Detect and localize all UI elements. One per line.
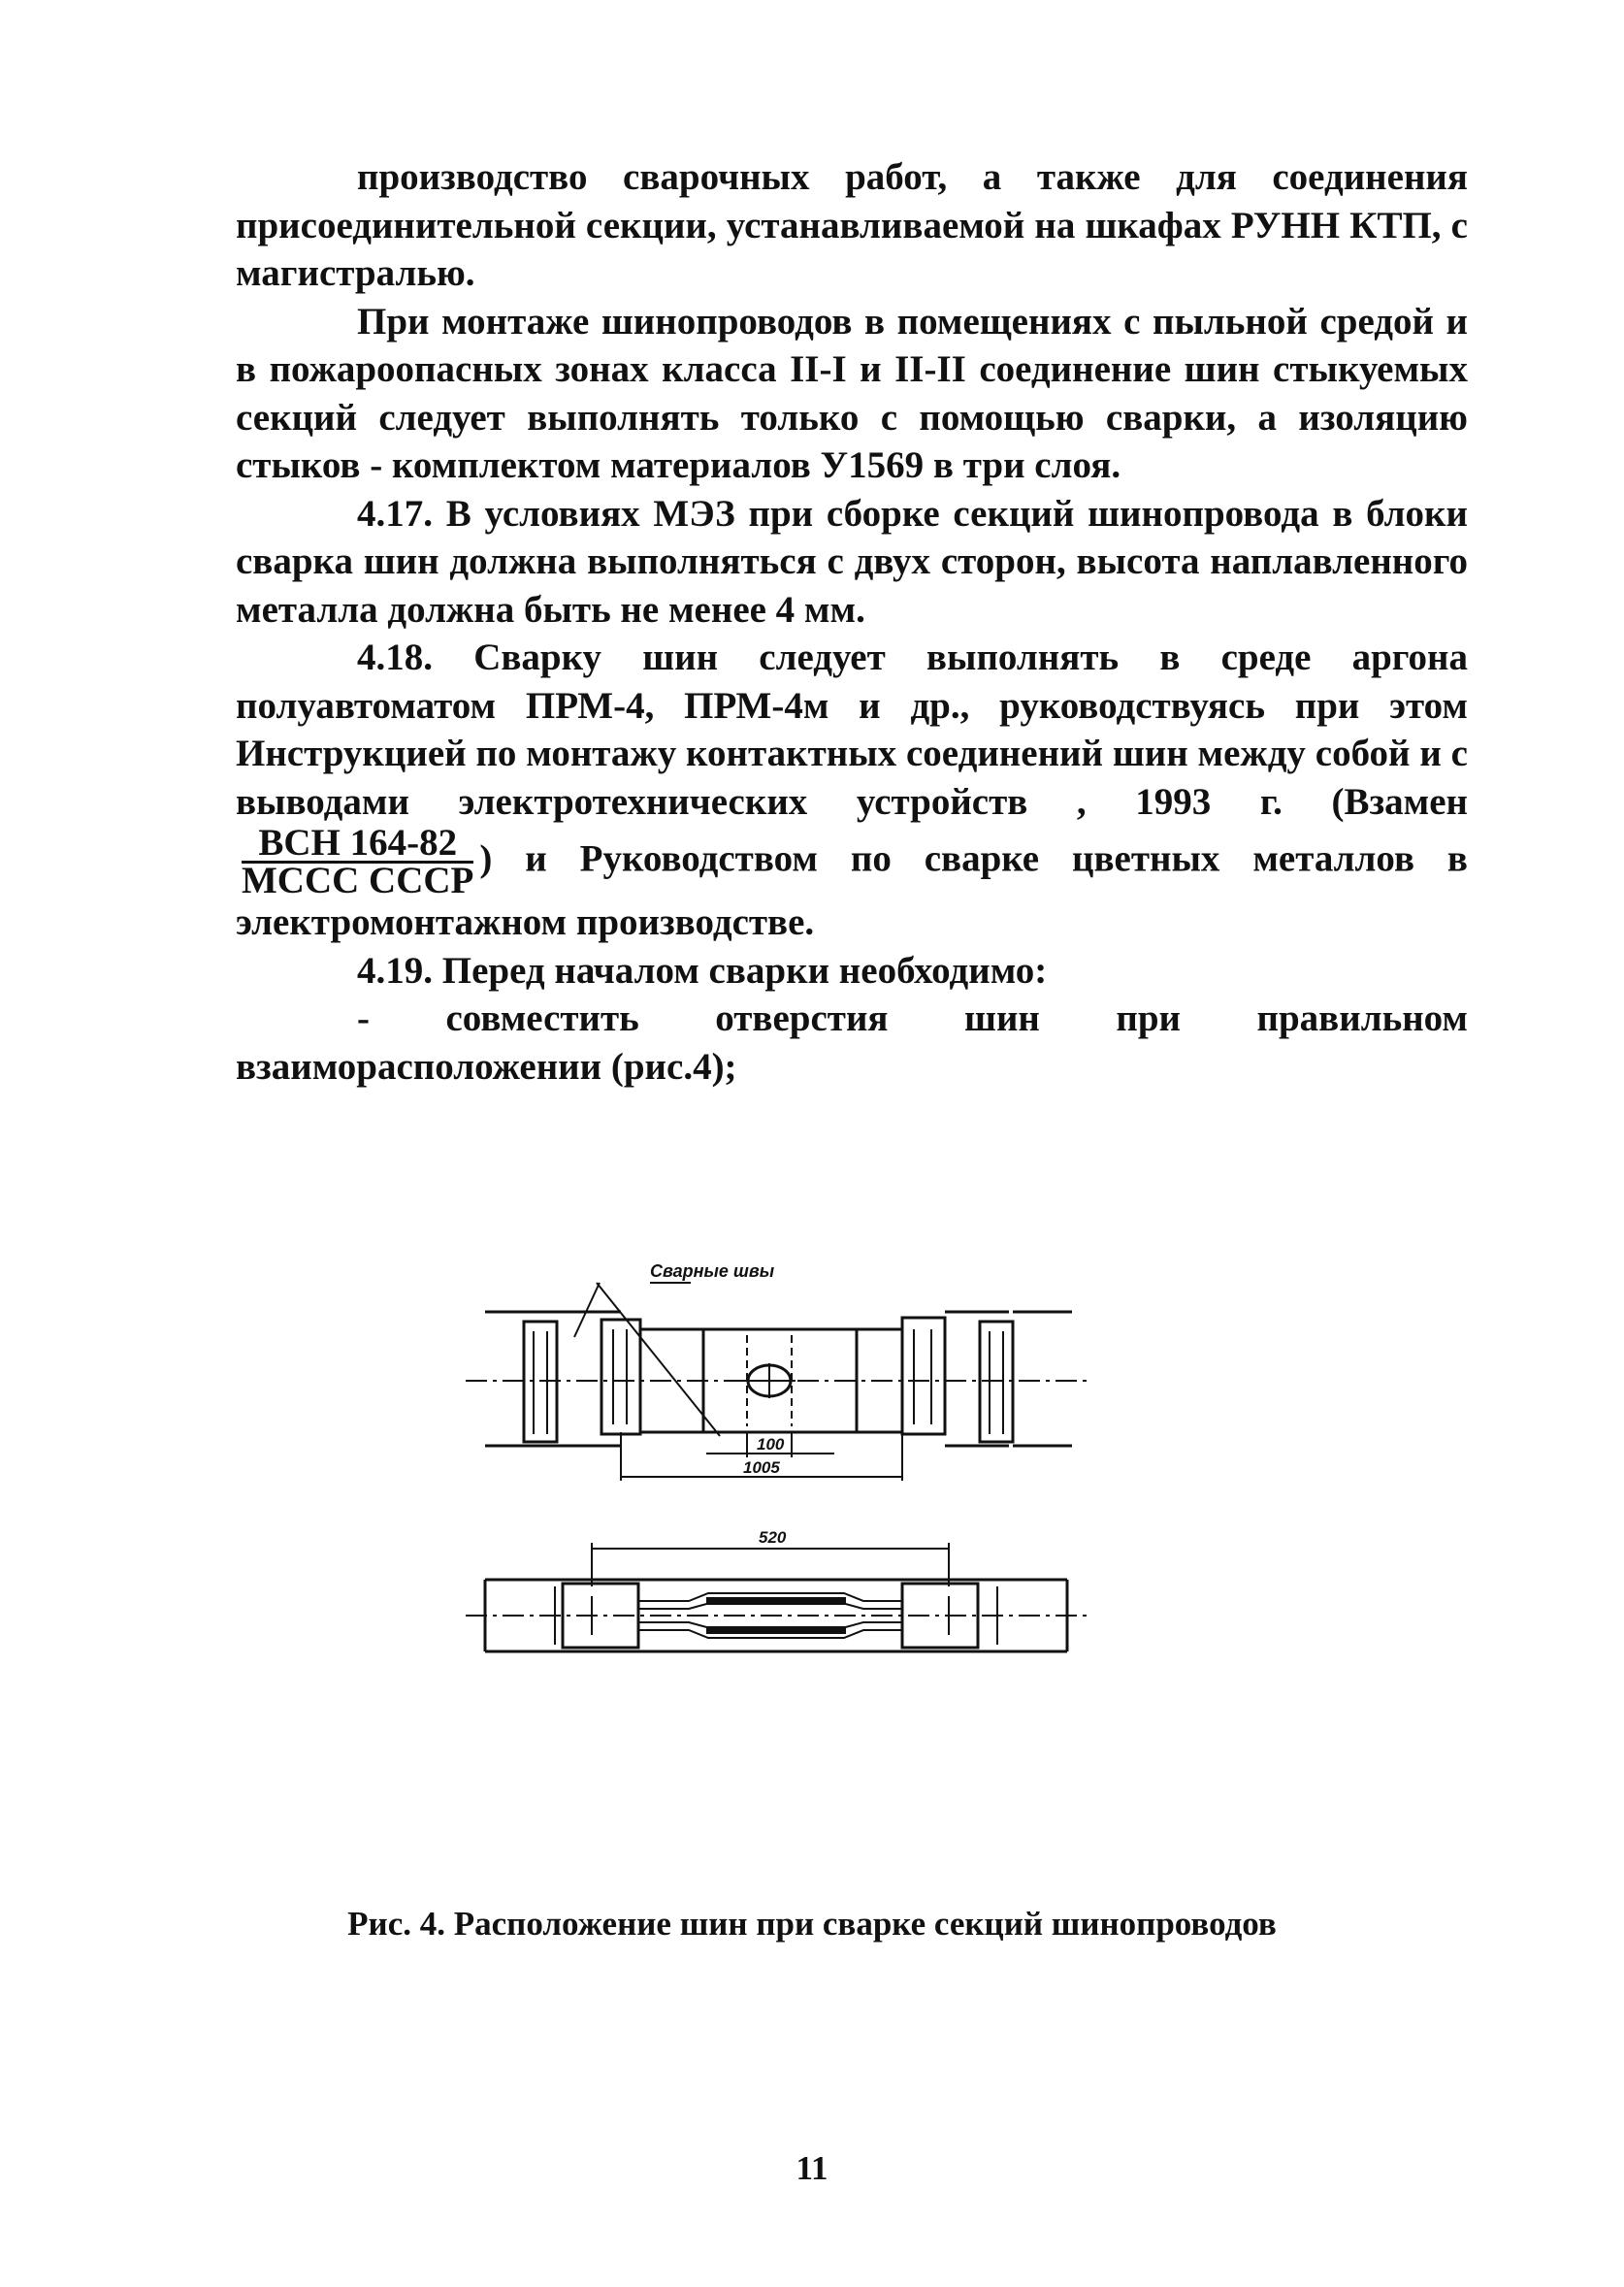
paragraph-list-item: - совместить отверстия шин при правильном взаиморасположении (рис.4);	[236, 997, 1468, 1088]
top-left-busbar	[485, 1312, 703, 1446]
paragraph-4-18-text: 4.18. Сварку шин следует выполнять в среде аргона полуавтоматом ПРМ-4, ПРМ-4м и др., руководствуясь при этом Инструкцией по монтажу контактных соединений шин между собой и с выводами электротехнических устройств , 1993 г. (Взамен	[236, 637, 1468, 823]
weld-seams-label: Сварные швы	[650, 1261, 775, 1281]
figure-caption: Рис. 4. Расположение шин при сварке секций шинопроводов	[347, 1905, 1277, 1943]
paragraph-4-18	[236, 634, 1468, 947]
paragraph-1: производство сварочных работ, а также для соединения присоединительной секции, устанавливаемой на шкафах РУНН КТП, с магистралью.	[236, 156, 1468, 294]
paragraph-4-18-tail: ) и Руководством по сварке цветных металлов в электромонтажном производстве.	[236, 837, 1468, 943]
paragraph-2: При монтаже шинопроводов в помещениях с пыльной средой и в пожароопасных зонах класса II-I и II-II соединение шин стыкуемых секций следует выполнять только с помощью сварки, а изоляцию стыков - комплектом материалов У1569 в три слоя.	[236, 300, 1468, 486]
body-text	[236, 153, 1468, 1091]
fraction-reference	[242, 822, 474, 901]
dimension-100-label: 100	[757, 1435, 785, 1454]
paragraph-4-19: 4.19. Перед началом сварки необходимо:	[357, 949, 1048, 992]
paragraph-4-17: 4.17. В условиях МЭЗ при сборке секций шинопровода в блоки сварка шин должна выполняться с двух сторон, высота наплавленного металла должна быть не менее 4 мм.	[236, 492, 1468, 631]
fraction-numerator: ВСН 164-82	[242, 826, 473, 864]
figure-4-drawing	[466, 1252, 1261, 1756]
page-number: 11	[796, 2149, 828, 2187]
dimension-total-label: 1005	[743, 1458, 780, 1477]
dimension-520-label: 520	[759, 1528, 787, 1547]
fraction-denominator: МССС СССР	[242, 860, 474, 901]
top-right-busbar	[902, 1312, 1072, 1446]
